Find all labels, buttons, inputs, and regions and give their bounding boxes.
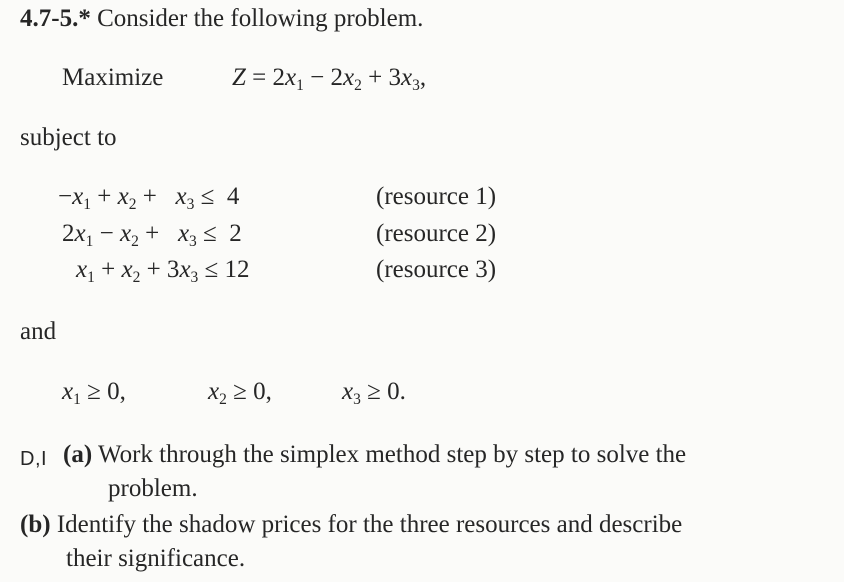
objective-label: Maximize	[62, 64, 164, 91]
part-b-text: Identify the shadow prices for the three resources and describe	[56, 511, 683, 538]
problem-intro: Consider the following problem.	[97, 5, 424, 32]
part-tag: D,I	[20, 448, 48, 470]
constraint-lhs: $x_1 + x_2 + 3x_3 \le 12$	[76, 256, 250, 286]
problem-header	[20, 5, 423, 33]
part-a-text: Work through the simplex method step by step to solve the	[97, 441, 687, 468]
part-a-line1	[63, 441, 686, 469]
constraint-row	[76, 256, 406, 287]
nonneg-x3: $x_3 \ge 0$.	[342, 378, 406, 408]
objective-function: $Z = 2x_1 - 2x_2 + 3x_3$,	[232, 64, 427, 94]
nonneg-x2: $x_2 \ge 0$,	[208, 378, 272, 408]
constraint-resource: (resource 2)	[376, 220, 497, 247]
subject-to-label: subject to	[20, 124, 117, 151]
part-b-line2: their significance.	[66, 545, 246, 572]
constraint-row	[58, 183, 388, 214]
constraint-lhs: $-x_1 + x_2 + x_3 \le 4$	[58, 183, 240, 213]
problem-number: 4.7-5.*	[20, 5, 91, 32]
part-b-label: (b)	[20, 511, 51, 538]
part-b-line1	[20, 511, 682, 539]
and-label: and	[20, 318, 57, 345]
nonneg-x1: $x_1 \ge 0$,	[62, 378, 126, 408]
constraint-resource: (resource 3)	[376, 256, 497, 283]
constraint-resource: (resource 1)	[376, 183, 497, 210]
part-a-line2: problem.	[108, 475, 198, 502]
constraint-lhs: $2x_1 - x_2 + x_3 \le 2$	[62, 220, 242, 250]
part-a-label: (a)	[63, 441, 93, 468]
constraint-row	[62, 220, 392, 251]
